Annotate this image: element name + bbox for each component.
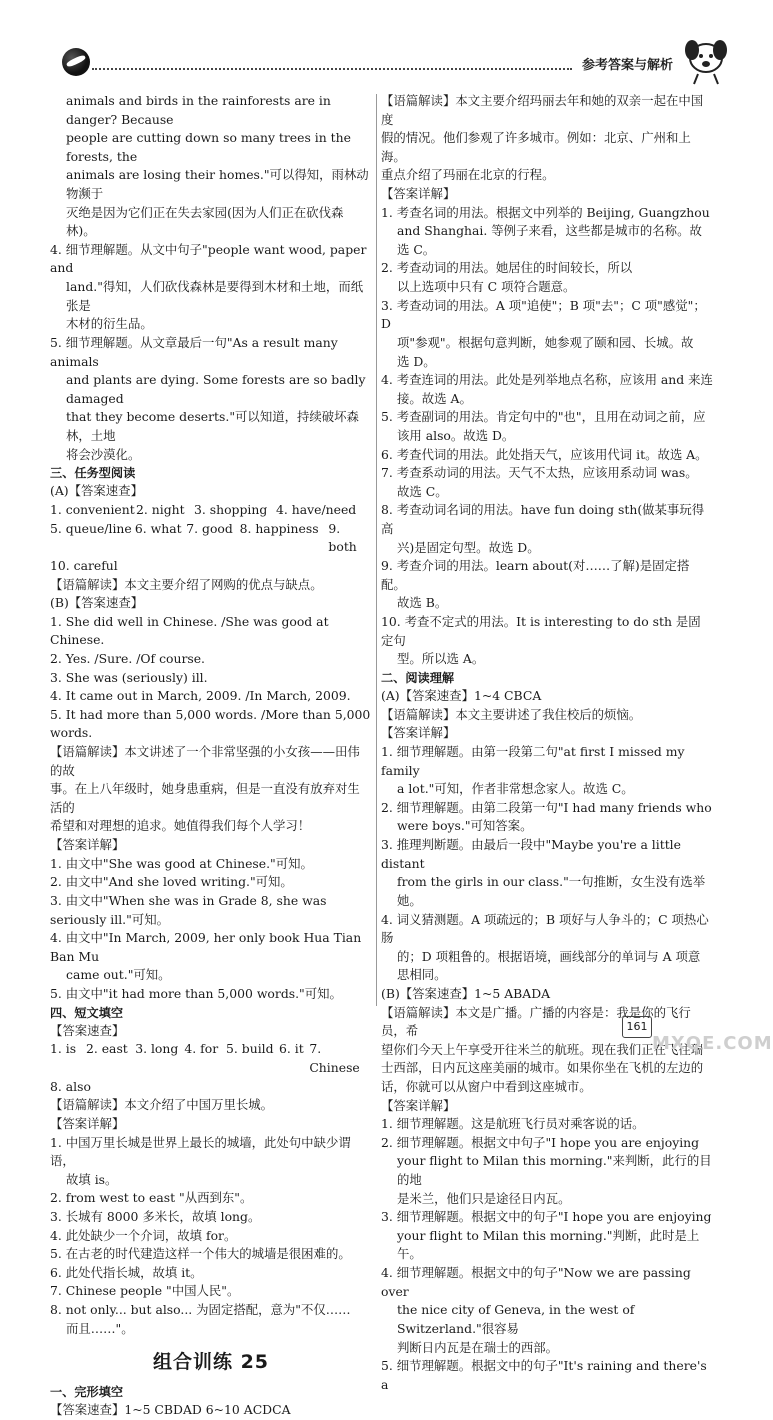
text-line: and plants are dying. Some forests are so badly damaged <box>66 372 366 406</box>
detail-item: your flight to Milan this morning."来判断，此行的目的地 <box>397 1153 712 1188</box>
detail-item: 故选 C。 <box>397 483 448 499</box>
passage-summary <box>50 743 372 836</box>
detail-head: 【答案详解】 <box>50 837 125 853</box>
detail-item: 4. 细节理解题。根据文中的句子"Now we are passing over <box>381 1265 691 1299</box>
continued-paragraph <box>50 92 372 241</box>
answer: 2. night <box>136 502 185 518</box>
answer-head: (A)【答案速查】 <box>50 483 143 499</box>
section-heading: 一、完形填空 <box>50 1384 124 1399</box>
detail-item: 兴)是固定句型。故选 D。 <box>397 539 540 555</box>
answer: 1. is <box>50 1041 77 1057</box>
text-line: that they become deserts."可以知道，持续破坏森林，土地 <box>66 409 359 443</box>
passage-summary: 话，你就可以从窗户中看到这座城市。 <box>381 1078 592 1094</box>
answer-row <box>50 1040 372 1077</box>
detail-item: 5. 细节理解题。根据文中的句子"It's raining and there's a <box>381 1358 707 1392</box>
right-column <box>381 92 713 1394</box>
answer-head: 【答案速查】1~5 CBDAD 6~10 ACDCA <box>50 1402 291 1417</box>
detail-item: 该用 also。故选 D。 <box>397 427 515 443</box>
detail-item: 3. 考查动词的用法。A 项"追使"；B 项"去"；C 项"感觉"；D <box>381 297 706 332</box>
detail-item: 9. 考查介词的用法。learn about(对……了解)是固定搭配。 <box>381 558 690 592</box>
detail-item: a lot."可知，作者非常想念家人。故选 C。 <box>397 781 634 797</box>
detail-item: 选 D。 <box>397 353 436 369</box>
answer: 8. happiness <box>239 520 319 536</box>
passage-summary: 【语篇解读】本文主要讲述了我住校后的烦恼。 <box>381 706 642 722</box>
answer: 6. it <box>279 1041 304 1057</box>
detail-item: 7. 考查系动词的用法。天气不太热，应该用系动词 was。 <box>381 465 698 481</box>
detail-head: 【答案详解】 <box>50 1115 125 1131</box>
answer: 7. Chinese <box>309 1041 360 1076</box>
answer-row <box>50 501 372 520</box>
detail-item: 2. from west to east "从西到东"。 <box>50 1190 253 1206</box>
detail-item: 1. 考查名词的用法。根据文中列举的 Beijing, Guangzhou <box>381 204 710 220</box>
detail-item: came out."可知。 <box>66 967 171 983</box>
detail-item: the nice city of Geneva, in the west of Switzerland."很容易 <box>397 1302 635 1336</box>
answer: 4. It came out in March, 2009. /In March, 2009. <box>50 688 351 704</box>
detail-item: 6. 此处代指长城，故填 it。 <box>50 1264 203 1280</box>
page-header <box>0 0 750 92</box>
detail-item: 而且……"。 <box>66 1320 134 1336</box>
detail-item: 6. 考查代词的用法。此处指天气，应该用代词 it。故选 A。 <box>381 446 708 462</box>
section-heading: 四、短文填空 <box>50 1005 124 1020</box>
detail-item: 以上选项中只有 C 项符合题意。 <box>397 279 576 295</box>
answer: 6. what <box>134 520 182 536</box>
passage-summary: 假的情况。他们参观了许多城市。例如：北京、广州和上海。 <box>381 130 691 164</box>
detail-item: and Shanghai. 等例子来看，这些都是城市的名称。故选 C。 <box>397 223 702 257</box>
detail-item: 5. 考查副词的用法。肯定句中的"也"，且用在动词之前，应 <box>381 409 706 425</box>
answer-head: (A)【答案速查】1~4 CBCA <box>381 688 542 704</box>
column-divider <box>376 94 377 1006</box>
answer: 5. build <box>226 1041 274 1057</box>
text-line: 4. 细节理解题。从文中句子"people want wood, paper and <box>50 241 367 276</box>
answer: 1. convenient <box>50 502 135 518</box>
detail-item: were boys."可知答案。 <box>397 818 533 834</box>
text-line: 木材的衍生品。 <box>66 316 153 332</box>
detail-item: from the girls in our class."一句推断，女生没有选举她。 <box>397 874 706 908</box>
answer: 1. She did well in Chinese. /She was good at Chinese. <box>50 613 329 648</box>
text-line: 事。在上八年级时，她身患重病，但是一直没有放弃对生活的 <box>50 781 360 815</box>
detail-item: 2. 由文中"And she loved writing."可知。 <box>50 874 293 890</box>
detail-item: 是米兰，他们只是途径日内瓦。 <box>397 1190 571 1206</box>
detail-item: 4. 词义猜测题。A 项疏远的；B 项好与人争斗的；C 项热心肠 <box>381 911 709 946</box>
detail-item: 5. 由文中"it had more than 5,000 words."可知。 <box>50 985 342 1001</box>
detail-item: 项"参观"。根据句意判断，她参观了颐和园、长城。故 <box>397 334 694 350</box>
answer: 3. shopping <box>194 502 268 518</box>
answer-row: 10. careful <box>50 557 118 573</box>
detail-head: 【答案详解】 <box>381 1097 456 1113</box>
answer-item-5 <box>50 334 372 464</box>
detail-item: 2. 考查动词的用法。她居住的时间较长，所以 <box>381 260 633 276</box>
detail-item: 2. 细节理解题。由第二段第一句"I had many friends who <box>381 799 712 815</box>
detail-head: 【答案详解】 <box>381 725 456 741</box>
detail-item: 接。故选 A。 <box>397 390 472 406</box>
answer: 3. She was (seriously) ill. <box>50 669 208 685</box>
mascot-icon <box>676 28 734 86</box>
answer: 7. good <box>186 520 233 536</box>
passage-summary: 【语篇解读】本文主要介绍了网购的优点与缺点。 <box>50 576 323 592</box>
detail-item: 7. Chinese people "中国人民"。 <box>50 1283 240 1299</box>
section-heading: 二、阅读理解 <box>381 670 455 685</box>
detail-item: 8. 考查动词名词的用法。have fun doing sth(做某事玩得高 <box>381 502 705 537</box>
detail-item: 1. 中国万里长城是世界上最长的城墙，此处句中缺少谓语， <box>50 1134 351 1169</box>
answer: 5. It had more than 5,000 words. /More than 5,000 words. <box>50 706 371 741</box>
passage-summary: 【语篇解读】本文主要介绍玛丽去年和她的双亲一起在中国度 <box>381 93 704 127</box>
passage-summary: 望你们今天上午享受开往米兰的航班。现在我们正在飞往瑞 <box>381 1041 704 1057</box>
answer-head: (B)【答案速查】 <box>50 595 144 611</box>
detail-item: 的；D 项粗鲁的。根据语境，画线部分的单词与 A 项意 <box>397 948 701 964</box>
detail-item: 1. 由文中"She was good at Chinese."可知。 <box>50 855 313 871</box>
text-line: 5. 细节理解题。从文章最后一句"As a result many animals <box>50 334 338 369</box>
detail-item: 5. 在古老的时代建造这样一个伟大的城墙是很困难的。 <box>50 1246 351 1262</box>
header-dotted-rule <box>92 68 572 70</box>
ball-logo-icon <box>62 48 90 76</box>
text-line: 灭绝是因为它们正在失去家园(因为人们正在砍伐森林)。 <box>66 204 344 239</box>
unit-title: 组合训练 25 <box>152 1351 270 1374</box>
passage-summary: 重点介绍了玛丽在北京的行程。 <box>381 167 555 183</box>
text-line: animals and birds in the rainforests are in danger? Because <box>66 93 331 127</box>
detail-item: 故填 is。 <box>66 1171 118 1187</box>
passage-summary: 士西部，日内瓦这座美丽的城市。如果你坐在飞机的左边的 <box>381 1060 704 1076</box>
detail-item: 10. 考查不定式的用法。It is interesting to do sth 是固定句 <box>381 614 701 648</box>
section-heading: 三、任务型阅读 <box>50 466 136 481</box>
detail-head: 【答案详解】 <box>381 186 456 202</box>
detail-item: your flight to Milan this morning."判断，此时是上午。 <box>397 1227 700 1262</box>
detail-item: 8. not only... but also... 为固定搭配，意为"不仅…… <box>50 1301 351 1317</box>
answer-row <box>50 520 372 557</box>
answer: 9. both <box>328 520 357 555</box>
page-number: 161 <box>622 1016 652 1038</box>
answer: 4. have/need <box>276 502 357 518</box>
text-line: 【语篇解读】本文讲述了一个非常坚强的小女孩——田伟的故 <box>50 744 360 778</box>
detail-item: 3. 细节理解题。根据文中的句子"I hope you are enjoying <box>381 1209 712 1225</box>
detail-item: 3. 由文中"When she was in Grade 8, she was seriously ill."可知。 <box>50 892 327 927</box>
answer: 3. long <box>135 1041 179 1057</box>
watermark: MXQE.COM <box>652 1033 773 1054</box>
detail-item: 3. 长城有 8000 多米长，故填 long。 <box>50 1208 261 1224</box>
detail-item: 型。所以选 A。 <box>397 651 485 667</box>
answer-item-4 <box>50 241 372 334</box>
passage-summary: 【语篇解读】本文介绍了中国万里长城。 <box>50 1097 274 1113</box>
answer-head: (B)【答案速查】1~5 ABADA <box>381 985 551 1001</box>
text-line: people are cutting down so many trees in the forests, the <box>66 130 351 164</box>
answer-head: 【答案速查】 <box>50 1022 125 1038</box>
left-column <box>50 92 372 1420</box>
detail-item: 4. 此处缺少一个介词，故填 for。 <box>50 1227 237 1243</box>
answer: 5. queue/line <box>50 520 132 536</box>
passage-summary: 【语篇解读】本文是广播。广播的内容是：我是你的飞行员，希 <box>381 1004 691 1039</box>
answer-row: 8. also <box>50 1078 91 1094</box>
header-title: 参考答案与解析 <box>582 58 674 73</box>
answer: 2. east <box>85 1041 128 1057</box>
detail-item: 故选 B。 <box>397 595 448 611</box>
detail-item: 4. 由文中"In March, 2009, her only book Hua Tian Ban Mu <box>50 930 362 964</box>
text-line: 希望和对理想的追求。她值得我们每个人学习！ <box>50 818 311 834</box>
detail-item: 1. 细节理解题。这是航班飞行员对乘客说的话。 <box>381 1116 645 1132</box>
text-line: animals are losing their homes."可以得知，雨林动物濒于 <box>66 167 369 202</box>
detail-item: 2. 细节理解题。根据文中句子"I hope you are enjoying <box>381 1134 700 1150</box>
detail-item: 4. 考查连词的用法。此处是列举地点名称，应该用 and 来连 <box>381 372 713 388</box>
answer: 4. for <box>184 1041 219 1057</box>
answer: 2. Yes. /Sure. /Of course. <box>50 650 205 666</box>
detail-item: 1. 细节理解题。由第一段第二句"at first I missed my family <box>381 744 685 778</box>
text-line: land."得知，人们砍伐森林是要得到木材和土地，而纸张是 <box>66 279 364 313</box>
text-line: 将会沙漠化。 <box>66 446 141 462</box>
detail-item: 判断日内瓦是在瑞士的西部。 <box>397 1339 559 1355</box>
detail-item: 3. 推理判断题。由最后一段中"Maybe you're a little distant <box>381 837 681 871</box>
detail-item: 思相同。 <box>397 967 447 983</box>
